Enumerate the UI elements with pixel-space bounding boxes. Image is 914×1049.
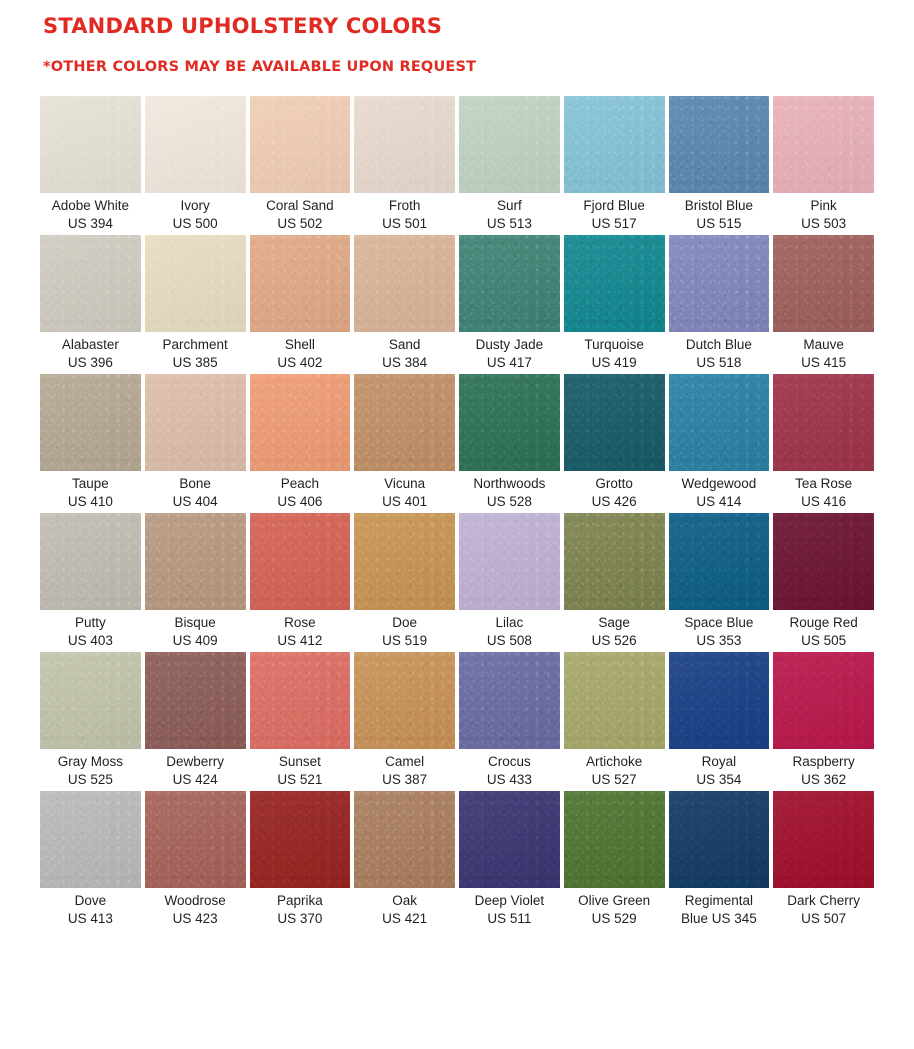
color-chip[interactable]: [773, 513, 874, 610]
color-swatch[interactable]: [145, 96, 246, 233]
color-chip[interactable]: [459, 513, 560, 610]
color-chip[interactable]: [354, 652, 455, 749]
color-name-label: Sage: [598, 615, 630, 630]
color-swatch[interactable]: [40, 96, 141, 233]
color-name-label: Turquoise: [584, 337, 644, 352]
color-swatch[interactable]: [145, 374, 246, 511]
color-swatch[interactable]: [564, 235, 665, 372]
chip-texture-overlay: [773, 513, 874, 610]
color-code-label: US 419: [591, 355, 637, 370]
color-code-label: US 529: [591, 911, 637, 926]
color-code-label: US 505: [801, 633, 847, 648]
chip-texture-overlay: [40, 791, 141, 888]
chip-texture-overlay: [354, 235, 455, 332]
color-swatch[interactable]: [564, 513, 665, 650]
color-swatch[interactable]: [564, 374, 665, 511]
color-swatch[interactable]: [40, 791, 141, 928]
color-chip[interactable]: [145, 96, 246, 193]
color-chip[interactable]: [564, 652, 665, 749]
color-code-label: US 501: [382, 216, 428, 231]
color-code-label: US 409: [172, 633, 218, 648]
color-code-label: US 526: [591, 633, 637, 648]
color-chip[interactable]: [250, 96, 351, 193]
chip-texture-overlay: [773, 374, 874, 471]
color-chip[interactable]: [669, 235, 770, 332]
color-swatch-grid: [40, 96, 874, 930]
color-code-label: Blue US 345: [680, 911, 757, 926]
color-code-label: US 370: [277, 911, 323, 926]
color-code-label: US 521: [277, 772, 323, 787]
color-chip[interactable]: [40, 96, 141, 193]
color-code-label: US 387: [382, 772, 428, 787]
chip-texture-overlay: [250, 513, 351, 610]
color-name-label: Wedgewood: [681, 476, 757, 491]
chip-texture-overlay: [145, 513, 246, 610]
color-code-label: US 394: [67, 216, 113, 231]
color-name-label: Surf: [496, 198, 522, 213]
color-chip[interactable]: [250, 235, 351, 332]
color-chip[interactable]: [250, 374, 351, 471]
color-code-label: US 414: [696, 494, 742, 509]
color-swatch[interactable]: [459, 652, 560, 789]
chip-texture-overlay: [145, 235, 246, 332]
chip-texture-overlay: [669, 513, 770, 610]
color-code-label: US 362: [801, 772, 847, 787]
color-code-label: US 500: [172, 216, 218, 231]
color-code-label: US 525: [67, 772, 113, 787]
color-chip[interactable]: [459, 374, 560, 471]
color-name-label: Artichoke: [585, 754, 643, 769]
color-name-label: Bisque: [174, 615, 216, 630]
color-swatch[interactable]: [354, 235, 455, 372]
chip-texture-overlay: [40, 513, 141, 610]
color-chip[interactable]: [145, 791, 246, 888]
color-code-label: US 406: [277, 494, 323, 509]
chip-texture-overlay: [40, 96, 141, 193]
color-name-label: Sunset: [278, 754, 321, 769]
chip-texture-overlay: [564, 652, 665, 749]
chip-texture-overlay: [145, 791, 246, 888]
color-name-label: Pink: [810, 198, 837, 213]
color-code-label: US 528: [486, 494, 532, 509]
chip-texture-overlay: [459, 513, 560, 610]
color-swatch[interactable]: [773, 513, 874, 650]
chip-texture-overlay: [669, 235, 770, 332]
color-chip[interactable]: [459, 791, 560, 888]
color-code-label: US 527: [591, 772, 637, 787]
chip-texture-overlay: [250, 652, 351, 749]
color-swatch[interactable]: [669, 374, 770, 511]
color-swatch[interactable]: [250, 96, 351, 233]
color-chip[interactable]: [669, 791, 770, 888]
color-name-label: Deep Violet: [474, 893, 545, 908]
color-chip[interactable]: [773, 652, 874, 749]
color-name-label: Ivory: [180, 198, 210, 213]
chip-texture-overlay: [354, 96, 455, 193]
color-code-label: US 507: [801, 911, 847, 926]
color-chip[interactable]: [459, 235, 560, 332]
color-swatch[interactable]: [459, 235, 560, 372]
color-swatch[interactable]: [669, 513, 770, 650]
chip-texture-overlay: [250, 791, 351, 888]
color-code-label: US 384: [382, 355, 428, 370]
color-code-label: US 421: [382, 911, 428, 926]
color-name-label: Paprika: [276, 893, 323, 908]
color-chip[interactable]: [564, 374, 665, 471]
color-swatch[interactable]: [564, 791, 665, 928]
color-name-label: Mauve: [803, 337, 844, 352]
color-code-label: US 503: [801, 216, 847, 231]
color-swatch[interactable]: [145, 652, 246, 789]
color-code-label: US 416: [801, 494, 847, 509]
color-chip[interactable]: [773, 96, 874, 193]
color-name-label: Putty: [74, 615, 106, 630]
color-code-label: US 396: [67, 355, 113, 370]
color-name-label: Froth: [388, 198, 421, 213]
color-code-label: US 412: [277, 633, 323, 648]
color-code-label: US 515: [696, 216, 742, 231]
color-code-label: US 413: [67, 911, 113, 926]
chip-texture-overlay: [773, 96, 874, 193]
color-code-label: US 354: [696, 772, 742, 787]
color-swatch[interactable]: [459, 513, 560, 650]
color-chip[interactable]: [669, 96, 770, 193]
color-name-label: Royal: [701, 754, 737, 769]
color-name-label: Rose: [284, 615, 316, 630]
color-chip[interactable]: [40, 513, 141, 610]
color-chip[interactable]: [564, 513, 665, 610]
color-chip[interactable]: [250, 791, 351, 888]
color-swatch[interactable]: [669, 652, 770, 789]
color-code-label: US 410: [67, 494, 113, 509]
chip-texture-overlay: [669, 791, 770, 888]
color-swatch[interactable]: [145, 513, 246, 650]
color-swatch[interactable]: [564, 96, 665, 233]
chip-texture-overlay: [459, 96, 560, 193]
chip-texture-overlay: [773, 235, 874, 332]
color-swatch[interactable]: [40, 652, 141, 789]
color-chip[interactable]: [354, 235, 455, 332]
color-chip[interactable]: [459, 96, 560, 193]
color-swatch[interactable]: [459, 374, 560, 511]
color-swatch[interactable]: [773, 652, 874, 789]
color-name-label: Bone: [179, 476, 211, 491]
color-swatch[interactable]: [40, 513, 141, 650]
page-subtitle: *OTHER COLORS MAY BE AVAILABLE UPON REQUEST: [43, 59, 477, 75]
color-code-label: US 423: [172, 911, 218, 926]
color-swatch[interactable]: [250, 374, 351, 511]
color-code-label: US 401: [382, 494, 428, 509]
chip-texture-overlay: [40, 235, 141, 332]
color-code-label: US 403: [67, 633, 113, 648]
chip-texture-overlay: [145, 374, 246, 471]
color-swatch[interactable]: [145, 235, 246, 372]
color-name-label: Northwoods: [473, 476, 546, 491]
chip-texture-overlay: [250, 374, 351, 471]
chip-texture-overlay: [669, 652, 770, 749]
color-chip[interactable]: [564, 235, 665, 332]
color-name-label: Fjord Blue: [583, 198, 645, 213]
chip-texture-overlay: [250, 96, 351, 193]
color-chip[interactable]: [354, 513, 455, 610]
chip-texture-overlay: [40, 374, 141, 471]
chip-texture-overlay: [564, 96, 665, 193]
color-name-label: Crocus: [487, 754, 531, 769]
color-name-label: Bristol Blue: [684, 198, 754, 213]
chip-texture-overlay: [564, 374, 665, 471]
chip-texture-overlay: [459, 652, 560, 749]
color-code-label: US 404: [172, 494, 218, 509]
color-swatch[interactable]: [40, 374, 141, 511]
chip-texture-overlay: [773, 652, 874, 749]
color-chip[interactable]: [354, 791, 455, 888]
color-chip[interactable]: [40, 791, 141, 888]
color-code-label: US 402: [277, 355, 323, 370]
color-chip[interactable]: [669, 652, 770, 749]
color-swatch[interactable]: [669, 96, 770, 233]
page-title: STANDARD UPHOLSTERY COLORS: [43, 14, 443, 38]
color-code-label: US 508: [486, 633, 532, 648]
color-name-label: Grotto: [595, 476, 633, 491]
color-chip[interactable]: [459, 652, 560, 749]
color-code-label: US 417: [486, 355, 532, 370]
color-name-label: Oak: [392, 893, 417, 908]
color-name-label: Dewberry: [166, 754, 224, 769]
chip-texture-overlay: [669, 96, 770, 193]
color-chip[interactable]: [40, 652, 141, 749]
color-chip[interactable]: [40, 235, 141, 332]
color-chip[interactable]: [773, 791, 874, 888]
color-swatch[interactable]: [564, 652, 665, 789]
color-code-label: US 517: [591, 216, 637, 231]
color-name-label: Alabaster: [61, 337, 119, 352]
upholstery-color-chart-page: [0, 14, 914, 1049]
color-swatch[interactable]: [250, 235, 351, 372]
color-swatch[interactable]: [145, 791, 246, 928]
chip-texture-overlay: [773, 791, 874, 888]
color-name-label: Camel: [385, 754, 425, 769]
color-name-label: Sand: [388, 337, 421, 352]
color-code-label: US 519: [382, 633, 428, 648]
color-name-label: Lilac: [495, 615, 524, 630]
chip-texture-overlay: [459, 374, 560, 471]
color-chip[interactable]: [40, 374, 141, 471]
color-chip[interactable]: [145, 235, 246, 332]
color-swatch[interactable]: [773, 791, 874, 928]
chip-texture-overlay: [354, 513, 455, 610]
color-swatch[interactable]: [354, 652, 455, 789]
chip-texture-overlay: [145, 96, 246, 193]
color-chip[interactable]: [773, 374, 874, 471]
color-swatch[interactable]: [250, 791, 351, 928]
color-code-label: US 433: [486, 772, 532, 787]
color-swatch[interactable]: [354, 374, 455, 511]
color-swatch[interactable]: [669, 235, 770, 372]
chip-texture-overlay: [459, 235, 560, 332]
color-swatch[interactable]: [250, 513, 351, 650]
color-name-label: Dutch Blue: [685, 337, 752, 352]
chip-texture-overlay: [564, 235, 665, 332]
color-swatch[interactable]: [669, 791, 770, 928]
color-name-label: Woodrose: [164, 893, 226, 908]
color-code-label: US 426: [591, 494, 637, 509]
color-chip[interactable]: [564, 96, 665, 193]
color-name-label: Coral Sand: [266, 198, 334, 213]
color-code-label: US 424: [172, 772, 218, 787]
color-chip[interactable]: [250, 652, 351, 749]
color-code-label: US 353: [696, 633, 742, 648]
color-chip[interactable]: [773, 235, 874, 332]
color-name-label: Shell: [284, 337, 315, 352]
chip-texture-overlay: [354, 374, 455, 471]
color-chip[interactable]: [250, 513, 351, 610]
color-chip[interactable]: [669, 513, 770, 610]
color-swatch[interactable]: [40, 235, 141, 372]
color-swatch[interactable]: [354, 96, 455, 233]
chip-texture-overlay: [354, 791, 455, 888]
color-code-label: US 415: [801, 355, 847, 370]
color-name-label: Space Blue: [684, 615, 754, 630]
chip-texture-overlay: [40, 652, 141, 749]
color-code-label: US 385: [172, 355, 218, 370]
chip-texture-overlay: [564, 513, 665, 610]
color-name-label: Vicuna: [384, 476, 426, 491]
color-name-label: Rouge Red: [789, 615, 858, 630]
color-chip[interactable]: [669, 374, 770, 471]
color-name-label: Olive Green: [578, 893, 651, 908]
color-name-label: Gray Moss: [57, 754, 123, 769]
color-name-label: Tea Rose: [795, 476, 853, 491]
color-name-label: Regimental: [684, 893, 754, 908]
chip-texture-overlay: [564, 791, 665, 888]
color-swatch[interactable]: [354, 791, 455, 928]
color-swatch[interactable]: [773, 96, 874, 233]
color-code-label: US 518: [696, 355, 742, 370]
color-name-label: Raspberry: [792, 754, 855, 769]
chip-texture-overlay: [669, 374, 770, 471]
color-swatch[interactable]: [459, 96, 560, 233]
color-code-label: US 511: [487, 911, 532, 926]
color-name-label: Dove: [74, 893, 107, 908]
color-chip[interactable]: [564, 791, 665, 888]
color-chip[interactable]: [145, 513, 246, 610]
chip-texture-overlay: [354, 652, 455, 749]
color-swatch[interactable]: [459, 791, 560, 928]
color-name-label: Parchment: [162, 337, 228, 352]
chip-texture-overlay: [459, 791, 560, 888]
chip-texture-overlay: [250, 235, 351, 332]
color-chip[interactable]: [145, 652, 246, 749]
chip-texture-overlay: [145, 652, 246, 749]
color-code-label: US 513: [486, 216, 532, 231]
color-chip[interactable]: [354, 374, 455, 471]
color-name-label: Dark Cherry: [787, 893, 860, 908]
color-name-label: Doe: [392, 615, 417, 630]
color-chip[interactable]: [354, 96, 455, 193]
color-swatch[interactable]: [773, 235, 874, 372]
color-swatch[interactable]: [773, 374, 874, 511]
color-name-label: Peach: [280, 476, 320, 491]
color-chip[interactable]: [145, 374, 246, 471]
color-name-label: Adobe White: [51, 198, 130, 213]
color-name-label: Taupe: [71, 476, 109, 491]
color-swatch[interactable]: [250, 652, 351, 789]
color-code-label: US 502: [277, 216, 323, 231]
color-swatch[interactable]: [354, 513, 455, 650]
color-name-label: Dusty Jade: [475, 337, 544, 352]
